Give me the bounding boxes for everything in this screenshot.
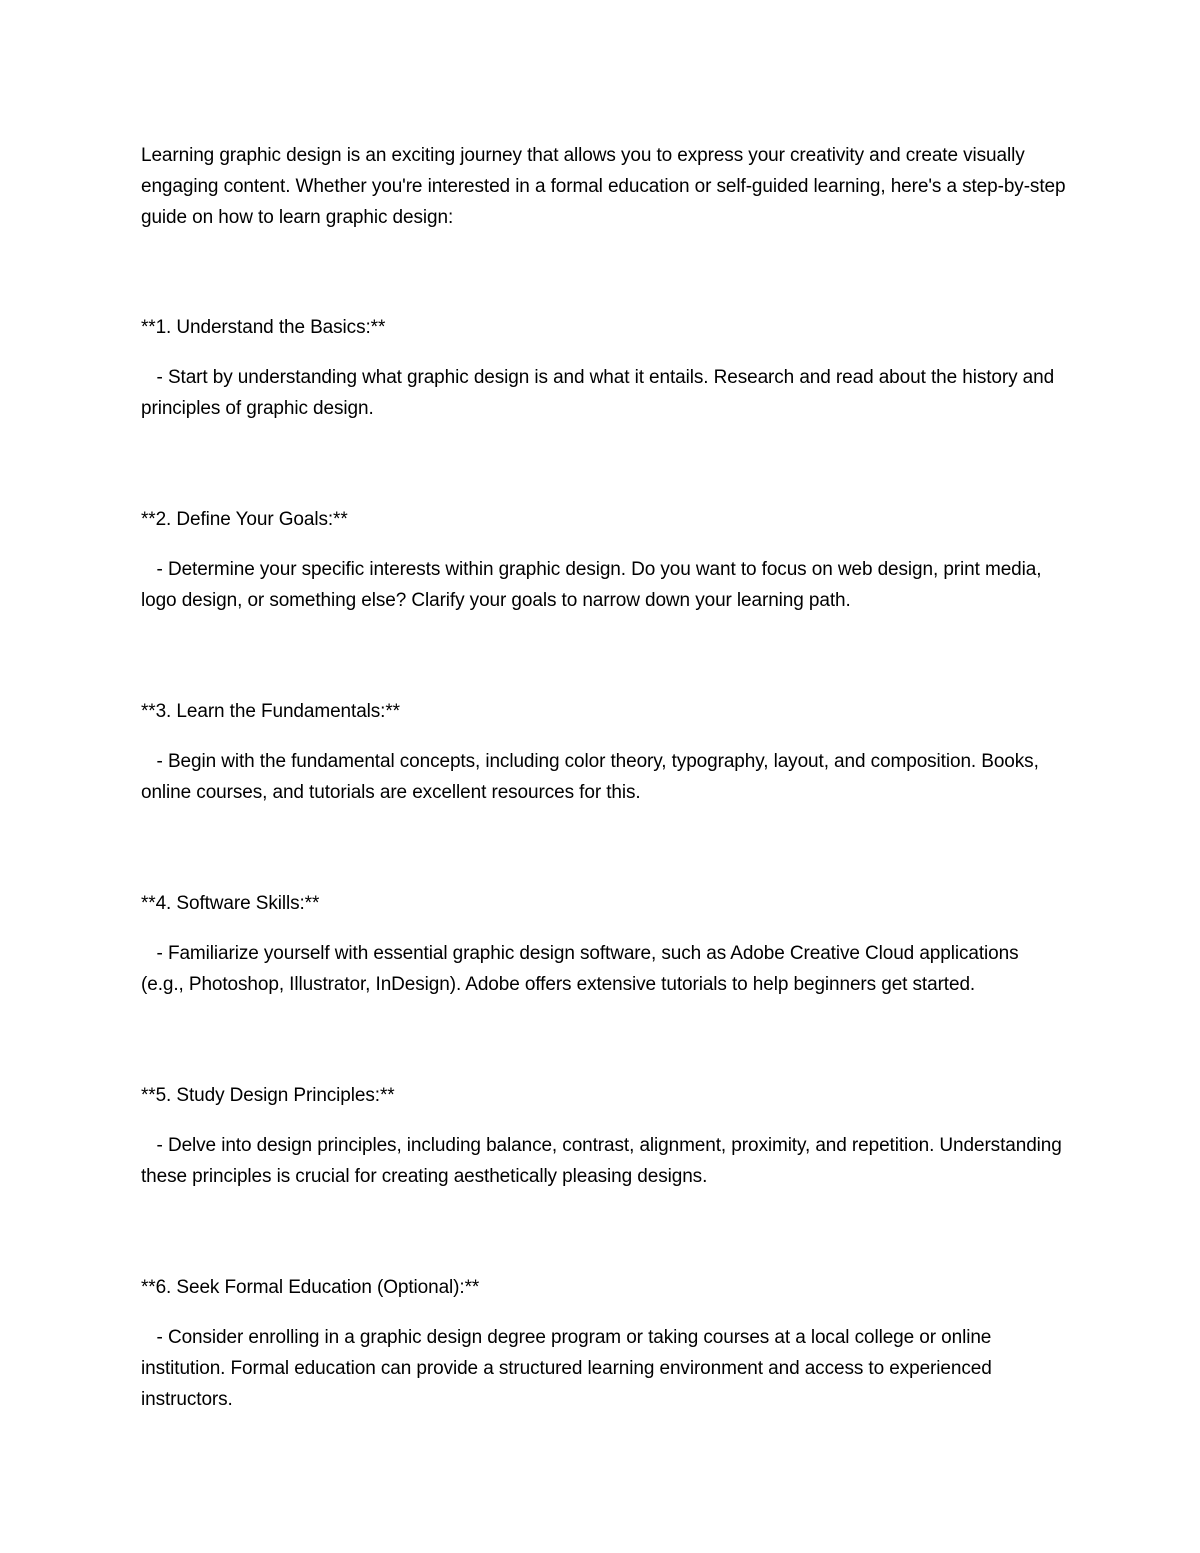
section-heading-6: **6. Seek Formal Education (Optional):** [141,1277,480,1298]
section-heading-3: **3. Learn the Fundamentals:** [141,701,400,722]
section-body-1: - Start by understanding what graphic design is and what it entails. Research and read about the history and principles of graphic design. [141,367,1060,419]
document-content [141,140,1071,1415]
intro-paragraph: Learning graphic design is an exciting journey that allows you to express your creativity and create visually engaging content. Whether you're interested in a formal education or self-guided learning, here's a step-by-step guide on how to learn graphic design: [141,145,1071,228]
section-heading-5: **5. Study Design Principles:** [141,1085,395,1106]
section-body-6: - Consider enrolling in a graphic design degree program or taking courses at a local college or online institution. Formal education can provide a structured learning environment and access to experienced instructors. [141,1327,997,1410]
section-heading-1: **1. Understand the Basics:** [141,317,386,338]
section-body-2: - Determine your specific interests within graphic design. Do you want to focus on web design, print media, logo design, or something else? Clarify your goals to narrow down your learning path. [141,559,1047,611]
section-body-5: - Delve into design principles, including balance, contrast, alignment, proximity, and repetition. Understanding these principles is crucial for creating aesthetically pleasing designs. [141,1135,1067,1187]
section-heading-4: **4. Software Skills:** [141,893,320,914]
section-body-3: - Begin with the fundamental concepts, including color theory, typography, layout, and composition. Books, online courses, and tutorials are excellent resources for this. [141,751,1044,803]
section-heading-2: **2. Define Your Goals:** [141,509,348,530]
section-body-4: - Familiarize yourself with essential graphic design software, such as Adobe Creative Cloud applications (e.g., Photoshop, Illustrator, InDesign). Adobe offers extensive tutorials to help beginners get started. [141,943,1024,995]
